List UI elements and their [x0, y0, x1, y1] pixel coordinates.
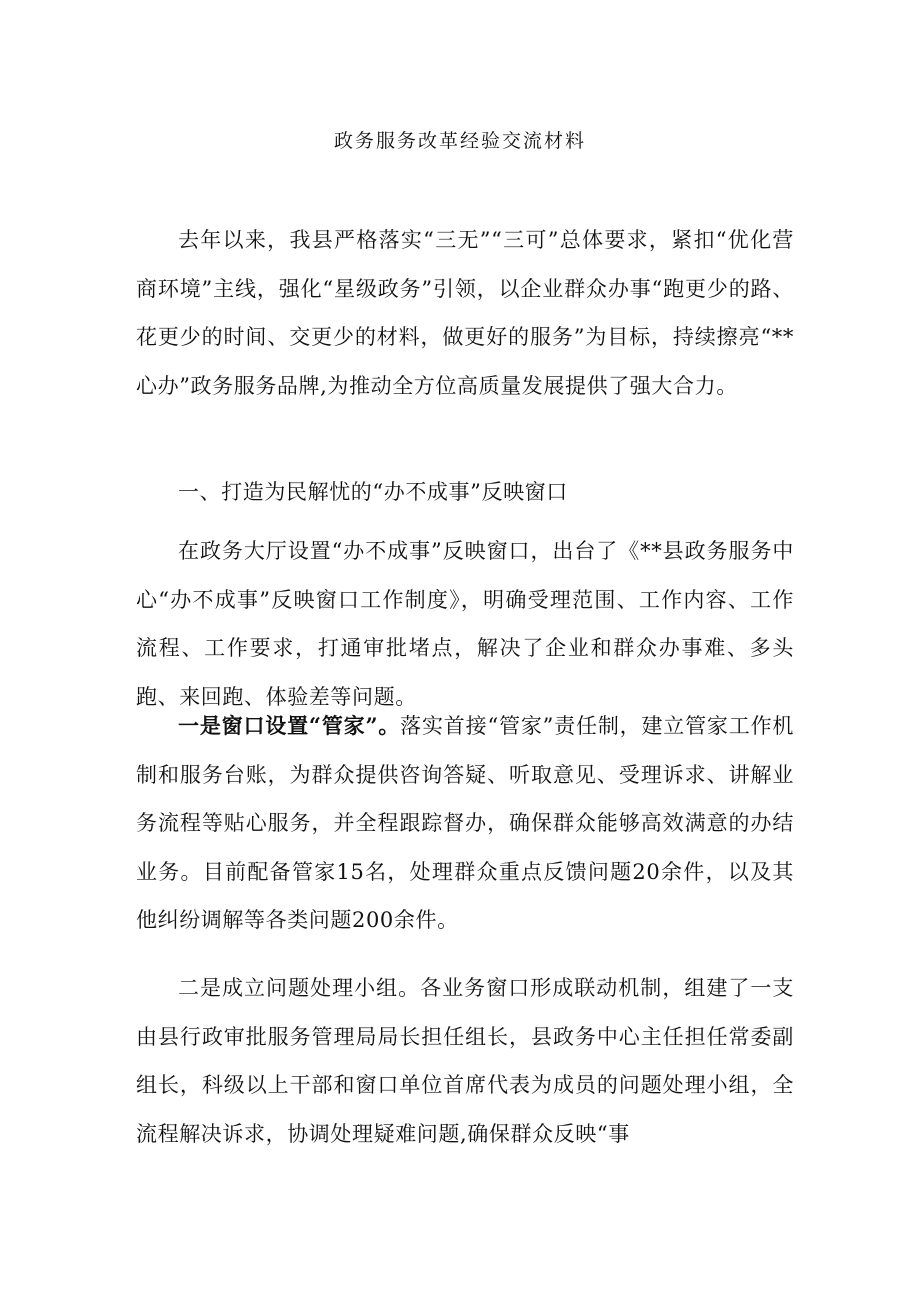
point-two-paragraph: 二是成立问题处理小组。各业务窗口形成联动机制，组建了一支由县行政审批服务管理局局长担任组长，县政务中心主任担任常委副组长，科级以上干部和窗口单位首席代表为成员的问题处理小组，全流程解决诉求，协调处理疑难问题,确保群众反映“事 — [136, 976, 794, 1146]
point-one-paragraph — [136, 702, 794, 945]
document-title: 政务服务改革经验交流材料 — [333, 130, 586, 152]
point-one-lead: 一是窗口设置“管家”。 — [178, 713, 401, 738]
point-one-body: 落实首接“管家”责任制，建立管家工作机制和服务台账，为群众提供咨询答疑、听取意见、受理诉求、讲解业务流程等贴心服务，并全程跟踪督办，确保群众能够高效满意的办结业务。目前配备管家15名，处理群众重点反馈问题20余件，以及其他纠纷调解等各类问题200余件。 — [136, 714, 794, 932]
intro-paragraph: 去年以来，我县严格落实“三无”“三可”总体要求，紧扣“优化营商环境”主线，强化“星级政务”引领，以企业群众办事“跑更少的路、花更少的时间、交更少的材料，做更好的服务”为目标，持续擦亮“**心办”政务服务品牌,为推动全方位高质量发展提供了强大合力。 — [136, 228, 794, 398]
section-paragraph: 在政务大厅设置“办不成事”反映窗口，出台了《**县政务服务中心“办不成事”反映窗口工作制度》，明确受理范围、工作内容、工作流程、工作要求，打通审批堵点，解决了企业和群众办事难、多头跑、来回跑、体验差等问题。 — [136, 539, 794, 709]
section-heading: 一、打造为民解忧的“办不成事”反映窗口 — [178, 480, 568, 504]
